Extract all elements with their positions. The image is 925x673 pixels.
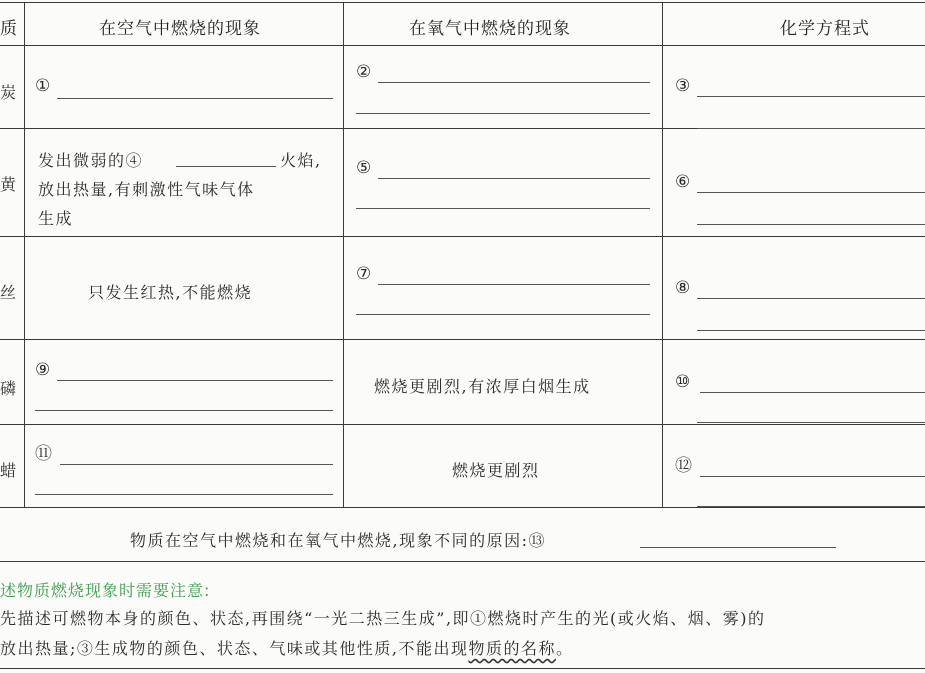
header-chemical-equation: 化学方程式 — [780, 19, 870, 39]
row3-equation-number: ⑧ — [675, 278, 691, 298]
row2-equation-number: ⑥ — [675, 172, 691, 192]
note-line-1: 先描述可燃物本身的颜色、状态,再围绕“一光二热三生成”,即①燃烧时产生的光(或火焰、烟、雾)的 — [0, 609, 766, 628]
row2-air-text-line1-before: 发出微弱的④ — [38, 151, 144, 170]
row5-oxygen-text: 燃烧更剧烈 — [452, 461, 540, 480]
reason-question-text: 物质在空气中燃烧和在氧气中燃烧,现象不同的原因:⑬ — [130, 531, 546, 550]
row3-air-text: 只发生红热,不能燃烧 — [88, 283, 253, 302]
note-line-2-after: 。 — [556, 639, 574, 658]
row5-bottom-border — [0, 507, 925, 508]
row5-equation-blank-1[interactable] — [700, 476, 925, 477]
row4-equation-blank-1[interactable] — [700, 392, 925, 393]
page-bottom-border — [0, 668, 925, 669]
row1-oxygen-blank-1[interactable] — [378, 82, 650, 83]
row1-oxygen-number: ② — [356, 62, 372, 82]
row5-air-number: ⑪ — [35, 444, 52, 464]
row3-equation-blank-2[interactable] — [697, 330, 925, 331]
col-divider-3 — [662, 2, 663, 507]
header-oxygen-phenomenon: 在氧气中燃烧的现象 — [409, 19, 571, 39]
row2-equation-blank-1[interactable] — [697, 192, 925, 193]
row1-air-blank[interactable] — [57, 98, 333, 99]
row5-substance-partial: 蜡 — [0, 461, 17, 480]
row4-equation-number: ⑩ — [675, 372, 691, 392]
note-line-2-before: 放出热量;③生成物的颜色、状态、气味或其他性质,不能出现 — [0, 639, 469, 658]
row2-air-inline-blank[interactable] — [176, 166, 276, 167]
row4-equation-blank-2[interactable] — [697, 422, 925, 423]
row4-oxygen-text: 燃烧更剧烈,有浓厚白烟生成 — [374, 377, 591, 396]
reason-bottom-border — [0, 561, 925, 562]
row1-equation-blank-2[interactable] — [697, 128, 925, 129]
row1-air-number: ① — [35, 76, 51, 96]
note-line-2-emphasis: 物质的名称 — [468, 639, 556, 658]
row4-air-number: ⑨ — [35, 360, 51, 380]
row5-air-blank-1[interactable] — [60, 464, 333, 465]
row3-substance-partial: 丝 — [0, 283, 17, 302]
row5-air-blank-2[interactable] — [35, 494, 333, 495]
row2-air-text-line1-after: 火焰, — [280, 151, 322, 170]
row1-equation-blank-1[interactable] — [697, 96, 925, 97]
row3-bottom-border — [0, 339, 925, 340]
row2-equation-blank-2[interactable] — [697, 224, 925, 225]
table-top-border — [0, 2, 925, 3]
row3-oxygen-blank-1[interactable] — [378, 284, 650, 285]
row3-oxygen-number: ⑦ — [356, 264, 372, 284]
row2-substance-partial: 黄 — [0, 175, 17, 194]
reason-answer-blank[interactable] — [640, 547, 836, 548]
col-divider-1 — [24, 2, 25, 507]
row2-oxygen-blank-2[interactable] — [356, 208, 650, 209]
note-line-2 — [0, 636, 574, 659]
note-title: 述物质燃烧现象时需要注意: — [0, 581, 211, 600]
row1-oxygen-blank-2[interactable] — [356, 113, 650, 114]
row4-air-blank-1[interactable] — [57, 380, 333, 381]
row1-substance-partial: 炭 — [0, 83, 17, 102]
row2-air-text-line2: 放出热量,有刺激性气味气体 — [38, 180, 255, 199]
row5-equation-number: ⑫ — [675, 456, 692, 476]
row3-oxygen-blank-2[interactable] — [356, 314, 650, 315]
row4-air-blank-2[interactable] — [35, 410, 333, 411]
row2-bottom-border — [0, 236, 925, 237]
row3-equation-blank-1[interactable] — [697, 298, 925, 299]
header-bottom-border — [0, 45, 925, 46]
row2-oxygen-blank-1[interactable] — [378, 178, 650, 179]
row4-bottom-border — [0, 424, 925, 425]
row5-equation-blank-2[interactable] — [697, 506, 925, 507]
col-divider-2 — [343, 2, 344, 507]
header-substance-partial: 质 — [0, 19, 18, 39]
row2-air-text-line3: 生成 — [38, 209, 74, 228]
row4-substance-partial: 磷 — [0, 379, 17, 398]
row1-equation-number: ③ — [675, 76, 691, 96]
header-air-phenomenon: 在空气中燃烧的现象 — [99, 19, 261, 39]
row2-oxygen-number: ⑤ — [356, 158, 372, 178]
